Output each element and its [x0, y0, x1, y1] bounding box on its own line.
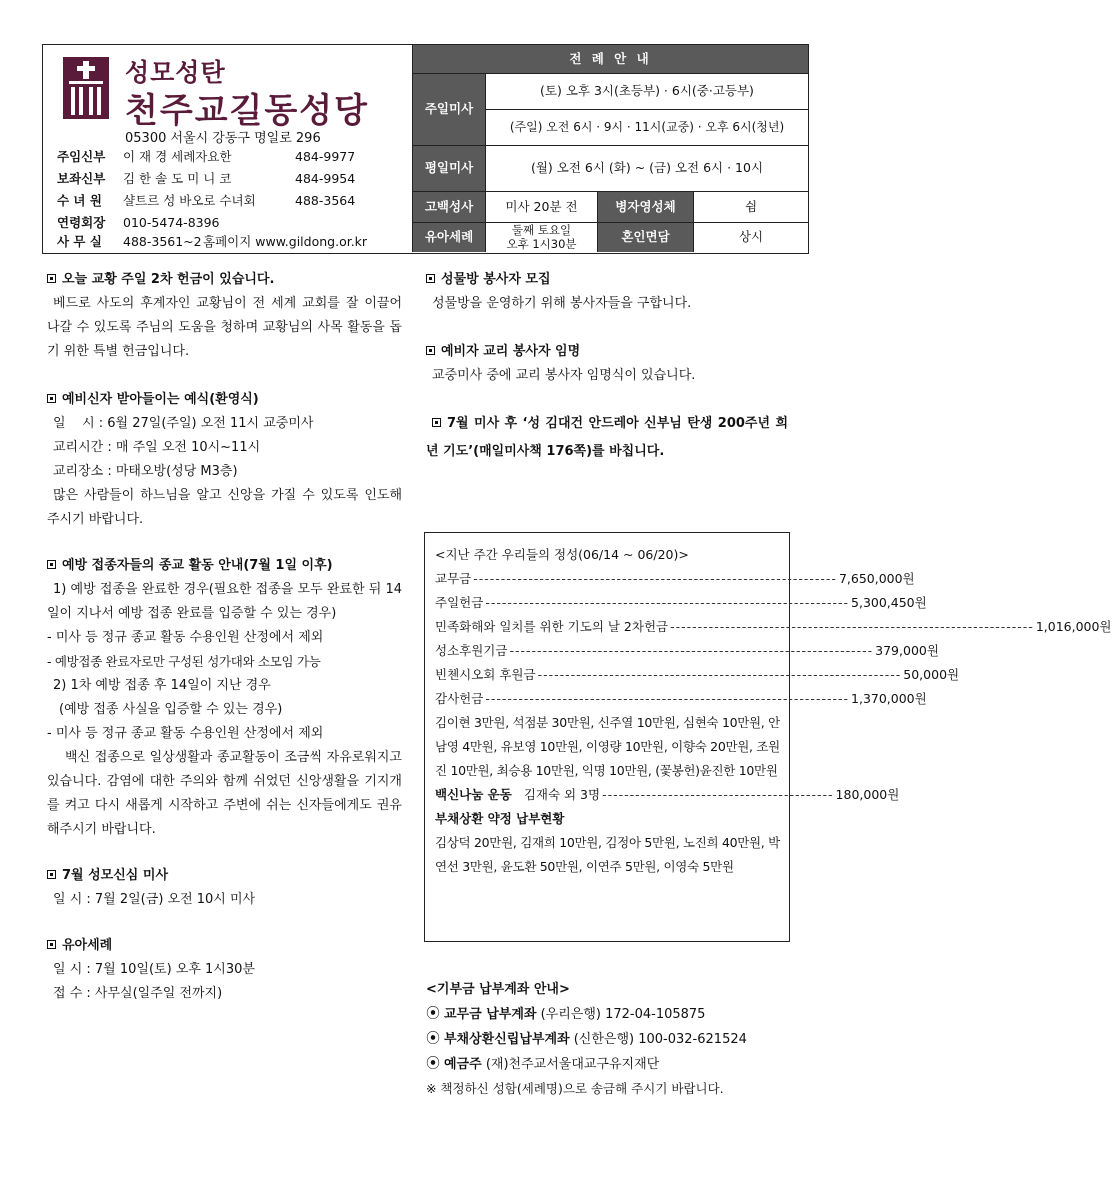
church-name: 천주교길동성당 [125, 91, 369, 131]
offering-label: 민족화해와 일치를 위한 기도의 날 2차헌금 [435, 619, 669, 634]
section-line: 접 수 : 사무실(일주일 전까지) [53, 986, 223, 1001]
staff-row [57, 147, 355, 165]
section-title: 오늘 교황 주일 2차 헌금이 있습니다. [62, 272, 275, 287]
section-title: 유아세례 [62, 938, 113, 953]
offering-label: 성소후원기금 [435, 643, 508, 658]
bullet-square-icon [426, 274, 435, 283]
church-address: 05300 서울시 강동구 명일로 296 [125, 131, 321, 146]
offering-amount: 5,300,450원 [851, 595, 927, 610]
staff-role: 보좌신부 [57, 171, 106, 186]
bullet-square-icon [47, 274, 56, 283]
offering-row [435, 591, 927, 615]
staff-row [57, 191, 355, 209]
offering-row [435, 615, 1112, 639]
debt-repayment-title: 부채상환 약정 납부현황 [435, 811, 565, 826]
leader-dashes: ------------------------------------------------------------------ [537, 667, 902, 682]
weekday-mass-times: (월) 오전 6시 (화) ~ (금) 오전 6시 · 10시 [485, 145, 808, 191]
bullet-square-icon [47, 394, 56, 403]
section-line: 교리시간 : 매 주일 오전 10시~11시 [53, 440, 261, 455]
offering-row [435, 663, 960, 687]
staff-name: 샬트르 성 바오로 수녀회 [123, 193, 256, 208]
section-body: 많은 사람들이 하느님을 알고 신앙을 가질 수 있도록 인도해 주시기 바랍니다. [47, 488, 402, 527]
infant-baptism-time: 둘째 토요일 오후 1시30분 [485, 222, 597, 252]
offering-label: 백신나눔 운동 [435, 787, 512, 802]
left-column [47, 268, 402, 1006]
leader-dashes: ------------------------------------------------------------------ [670, 619, 1034, 634]
account-holder: (재)천주교서울대교구유지재단 [485, 1057, 660, 1072]
right-column [426, 268, 788, 466]
homepage-link[interactable]: 홈페이지 www.gildong.or.kr [203, 234, 368, 249]
donation-title: <기부금 납부계좌 안내> [426, 982, 570, 997]
leader-dashes: ------------------------------------------------------------------ [485, 691, 850, 706]
section-line: 일 시 : 7월 10일(토) 오후 1시30분 [53, 962, 255, 977]
bullet-square-icon [47, 870, 56, 879]
offering-label: 교무금 [435, 571, 472, 586]
bullet-square-icon [432, 418, 441, 427]
sick-communion-value: 쉼 [693, 191, 808, 222]
offering-label: 감사헌금 [435, 691, 484, 706]
account-label: 교무금 납부계좌 [444, 1007, 537, 1022]
sunday-mass-label: 주일미사 [413, 73, 485, 145]
staff-role: 연령회장 [57, 215, 106, 230]
account-label: 예금주 [444, 1057, 482, 1072]
staff-role: 사 무 실 [57, 234, 102, 249]
church-logo-icon [63, 57, 109, 119]
offering-row [435, 567, 915, 591]
section-line: 교리장소 : 마태오방(성당 M3층) [53, 464, 238, 479]
account-number: (우리은행) 172-04-105875 [540, 1007, 706, 1022]
staff-row [57, 235, 367, 249]
marriage-interview-label: 혼인면담 [597, 222, 693, 252]
section-title: 성물방 봉사자 모집 [441, 272, 551, 287]
offering-amount: 379,000원 [875, 643, 939, 658]
infant-baptism-label: 유아세례 [413, 222, 485, 252]
offering-row [435, 687, 927, 711]
staff-name: 이 재 경 세례자요한 [123, 149, 232, 164]
staff-name: 김 한 솔 도 미 니 코 [123, 171, 232, 186]
donation-note: ※ 책정하신 성함(세례명)으로 송금해 주시기 바랍니다. [426, 1081, 724, 1096]
bullet-square-icon [47, 560, 56, 569]
staff-role: 수 녀 원 [57, 193, 102, 208]
offering-label: 빈첸시오회 후원금 [435, 667, 536, 682]
notice-catechumen-ceremony [47, 388, 402, 532]
notice-shop-volunteers [426, 268, 788, 316]
section-line: 1) 예방 접종을 완료한 경우(필요한 접종을 모두 완료한 뒤 14일이 지나서 예방 접종 완료를 입증할 수 있는 경우) [47, 582, 402, 621]
vaccine-sharing-row [435, 783, 900, 807]
section-line: - 미사 등 정규 종교 활동 수용인원 산정에서 제외 [47, 630, 324, 645]
section-line: 2) 1차 예방 접종 후 14일이 지난 경우 [53, 678, 271, 693]
offering-amount: 1,016,000원 [1035, 619, 1112, 634]
offering-amount: 50,000원 [903, 667, 960, 682]
weekday-mass-label: 평일미사 [413, 145, 485, 191]
section-line: 일 시 : 6월 27일(주일) 오전 11시 교중미사 [53, 416, 314, 431]
bullet-circle-icon: ⦿ [426, 1006, 440, 1022]
section-title: 예방 접종자들의 종교 활동 안내(7월 1일 이후) [62, 558, 333, 573]
schedule-title: 전 례 안 내 [413, 45, 808, 73]
debt-repayment-names: 김상덕 20만원, 김재희 10만원, 김정아 5만원, 노진희 40만원, 박연선 3만원, 윤도환 50만원, 이연주 5만원, 이영숙 5만원 [435, 835, 780, 874]
staff-role: 주임신부 [57, 149, 106, 164]
account-number: (신한은행) 100-032-621524 [573, 1032, 747, 1047]
section-title: 예비자 교리 봉사자 임명 [441, 344, 581, 359]
offering-donor: 김재숙 외 3명 [523, 787, 601, 802]
leader-dashes: ------------------------------------------------------------------ [509, 643, 874, 658]
staff-row [57, 213, 295, 231]
notice-vaccinated-activity [47, 554, 402, 842]
confession-label: 고백성사 [413, 191, 485, 222]
office-phone: 488-3561~2 [123, 234, 202, 249]
offering-amount: 1,370,000원 [851, 691, 927, 706]
confession-time: 미사 20분 전 [485, 191, 597, 222]
sunday-mass-sun: (주일) 오전 6시 · 9시 · 11시(교중) · 오후 6시(청년) [485, 109, 808, 145]
section-line: (예방 접종 사실을 입증할 수 있는 경우) [59, 702, 283, 717]
notice-marian-mass [47, 864, 402, 912]
church-info [43, 45, 413, 252]
offering-row [435, 639, 939, 663]
staff-row [57, 169, 355, 187]
church-feast-name: 성모성탄 [125, 58, 226, 87]
offering-title: <지난 주간 우리들의 정성(06/14 ~ 06/20)> [435, 547, 689, 562]
leader-dashes: ------------------------------------------------------------------ [473, 571, 837, 586]
liturgy-schedule [413, 45, 808, 252]
leader-dashes: ------------------------------------------ [602, 787, 834, 802]
section-line: - 예방접종 완료자로만 구성된 성가대와 소모임 가능 [47, 654, 321, 669]
section-line: - 미사 등 정규 종교 활동 수용인원 산정에서 제외 [47, 726, 324, 741]
offering-label: 주일헌금 [435, 595, 484, 610]
bullet-circle-icon: ⦿ [426, 1031, 440, 1047]
offering-list [435, 567, 1112, 711]
donation-accounts [426, 978, 791, 1101]
sunday-mass-sat: (토) 오후 3시(초등부) · 6시(중·고등부) [485, 73, 808, 109]
notice-papal-collection [47, 268, 402, 364]
sick-communion-label: 병자영성체 [597, 191, 693, 222]
marriage-interview-value: 상시 [693, 222, 808, 252]
notice-jubilee-prayer [426, 410, 788, 466]
thanksgiving-donor-names: 김이현 3만원, 석점분 30만원, 신주열 10만원, 심현숙 10만원, 안남영 4만원, 유보영 10만원, 이영량 10만원, 이향숙 20만원, 조원진 10만원, 최승용 10만원, 익명 10만원, (꽃봉헌)윤진한 10만원 [435, 715, 780, 778]
section-body: 성물방을 운영하기 위해 봉사자들을 구합니다. [432, 296, 692, 311]
section-body: 베드로 사도의 후계자인 교황님이 전 세계 교회를 잘 이끌어 나갈 수 있도록 주님의 도움을 청하며 교황님의 사목 활동을 돕기 위한 특별 헌금입니다. [47, 296, 402, 359]
section-title: 7월 미사 후 ‘성 김대건 안드레아 신부님 탄생 200주년 희년 기도’(매일미사책 176쪽)를 바칩니다. [426, 416, 788, 459]
section-body: 백신 접종으로 일상생활과 종교활동이 조금씩 자유로워지고 있습니다. 감염에 대한 주의와 함께 쉬었던 신앙생활을 기지개를 켜고 다시 새롭게 시작하고 주변에 쉬는 신자들에게도 권유해주시기 바랍니다. [47, 750, 402, 837]
staff-name: 010-5474-8396 [123, 215, 220, 230]
staff-phone: 488-3564 [295, 193, 356, 208]
offering-amount: 180,000원 [835, 787, 900, 802]
section-body: 교중미사 중에 교리 봉사자 임명식이 있습니다. [432, 368, 696, 383]
leader-dashes: ------------------------------------------------------------------ [485, 595, 850, 610]
staff-phone: 484-9954 [295, 171, 356, 186]
notice-infant-baptism [47, 934, 402, 1006]
notice-catechist-appointment [426, 340, 788, 388]
offering-report-box [424, 532, 1112, 942]
account-label: 부채상환신립납부계좌 [444, 1032, 570, 1047]
bullet-circle-icon: ⦿ [426, 1056, 440, 1072]
bullet-square-icon [47, 940, 56, 949]
section-title: 예비신자 받아들이는 예식(환영식) [62, 392, 259, 407]
bulletin-header [42, 44, 809, 254]
offering-amount: 7,650,000원 [838, 571, 915, 586]
staff-phone: 484-9977 [295, 149, 356, 164]
bullet-square-icon [426, 346, 435, 355]
section-line: 일 시 : 7월 2일(금) 오전 10시 미사 [53, 892, 256, 907]
section-title: 7월 성모신심 미사 [62, 868, 169, 883]
